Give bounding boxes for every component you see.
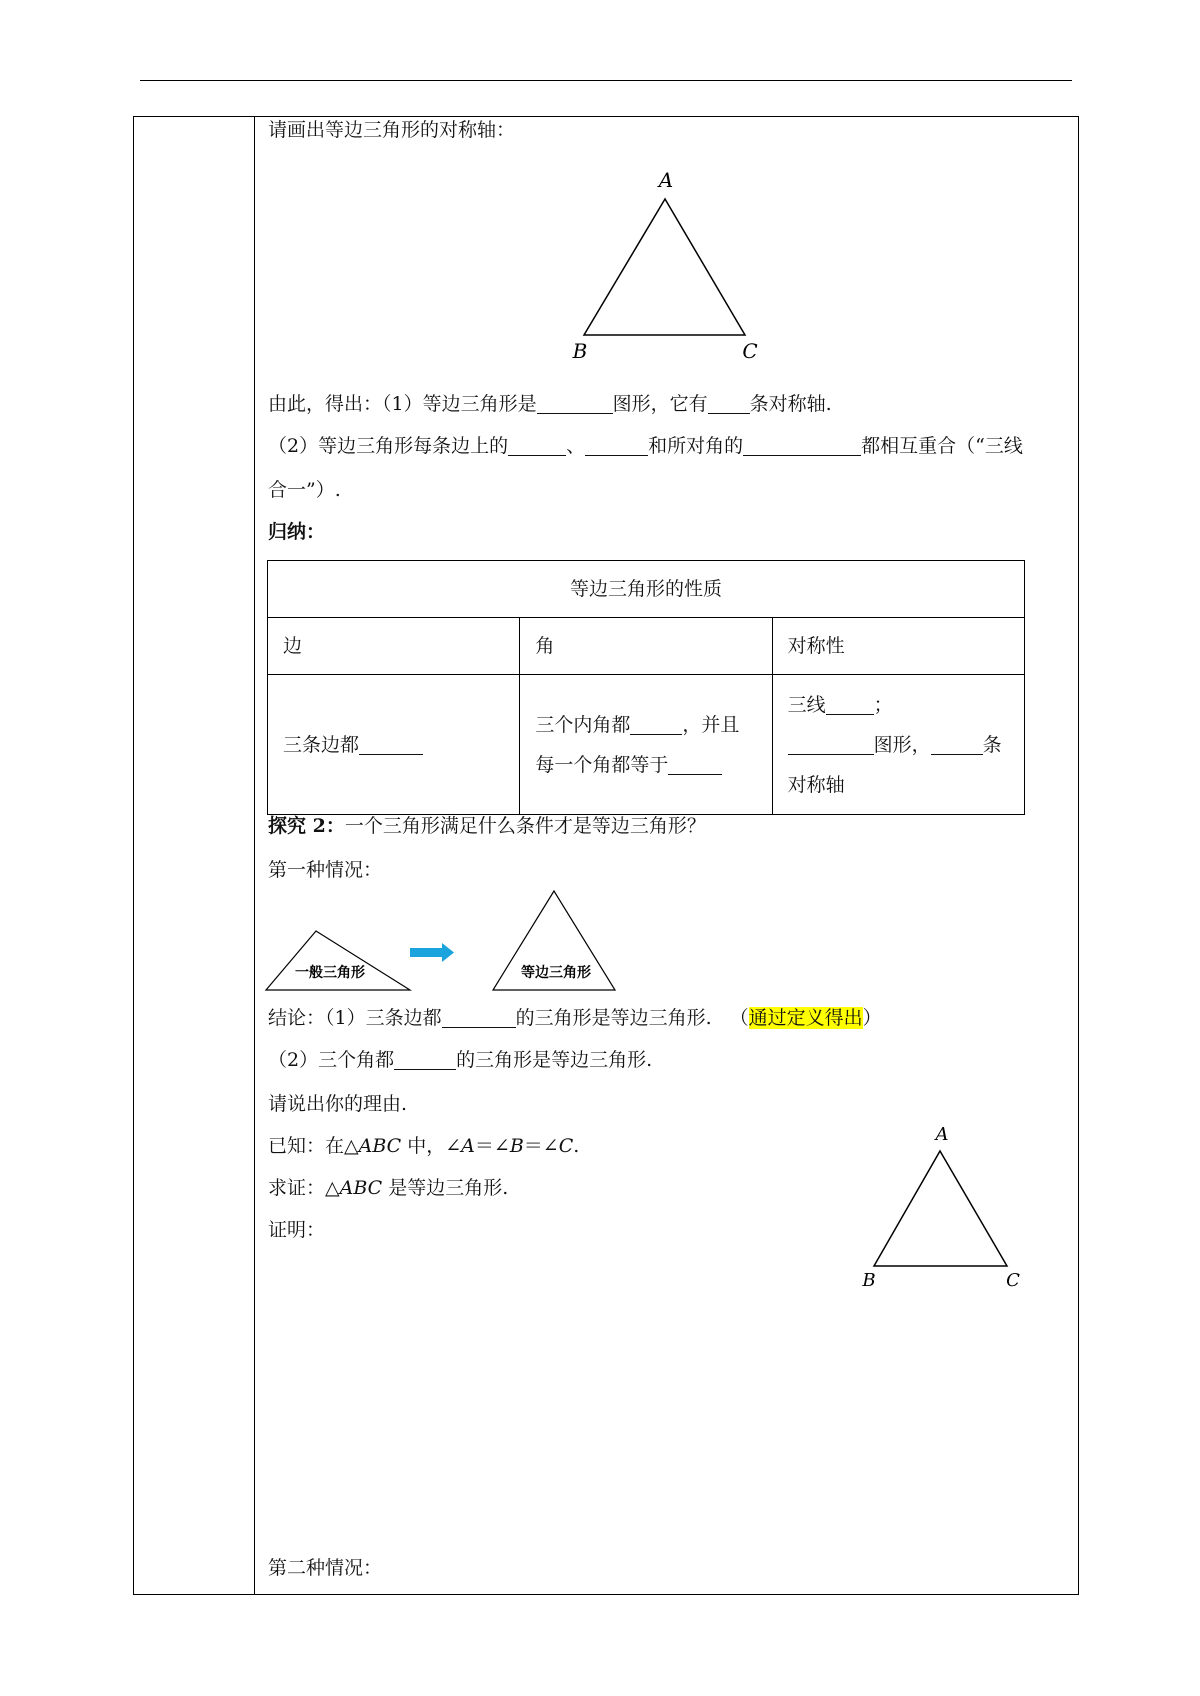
prompt-axis: 请画出等边三角形的对称轴： (268, 119, 516, 141)
table-column-divider (254, 116, 255, 1595)
general-triangle-label: 一般三角形 (295, 965, 365, 981)
cell-sym-4: 条 (982, 733, 1002, 756)
header-symmetry: 对称性 (772, 618, 1024, 675)
result2-line (268, 1046, 652, 1074)
conclusion2-part2: 和所对角的 (648, 435, 744, 457)
result1-part2: 的三角形是等边三角形. (515, 1007, 712, 1029)
blank-angle-2[interactable] (668, 754, 722, 775)
result1-line (268, 1004, 882, 1032)
cell-angle-1: 三个内角都 (535, 713, 631, 736)
vertex-label-c: C (742, 339, 758, 363)
cell-sym-1: 三线 (787, 693, 826, 716)
equilateral-triangle-figure (560, 160, 760, 365)
case1-diagram (262, 888, 622, 998)
result1-part1: 结论：（1）三条边都 (268, 1007, 442, 1029)
cell-angle-3: 每一个角都等于 (535, 753, 669, 776)
given-a: A (461, 1135, 475, 1157)
prove-prefix: 求证：△ (268, 1177, 340, 1199)
explore2-text: 一个三角形满足什么条件才是等边三角形？ (344, 815, 706, 837)
triangle-shape (584, 199, 745, 335)
proof-vertex-label-c: C (1006, 1270, 1020, 1291)
explore2-label: 探究 2： (268, 815, 345, 837)
conclusion1-part2: 图形，它有 (612, 393, 708, 415)
cell-side (268, 675, 520, 815)
blank-angle-1[interactable] (630, 714, 682, 735)
conclusion2-part1: （2）等边三角形每条边上的 (268, 435, 509, 457)
highlight-by-definition: 通过定义得出 (748, 1007, 863, 1029)
properties-table (267, 560, 1025, 815)
conclusion-line-1 (268, 390, 832, 418)
equilateral-triangle-label: 等边三角形 (521, 965, 591, 981)
prove-line (268, 1174, 508, 1202)
blank-figure-type[interactable] (537, 393, 613, 414)
given-line (268, 1132, 579, 1160)
cell-side-text: 三条边都 (283, 733, 360, 756)
prove-abc: ABC (339, 1177, 383, 1199)
vertex-label-b: B (572, 339, 588, 363)
summary-label: 归纳： (268, 521, 326, 543)
result2-part2: 的三角形是等边三角形. (456, 1049, 653, 1071)
result1-paren-open: （ (729, 1007, 749, 1029)
given-mid: 中，∠ (401, 1135, 462, 1157)
given-c: C (558, 1135, 574, 1157)
case1-label: 第一种情况： (268, 859, 383, 881)
given-end: . (573, 1135, 580, 1157)
cell-sym-5: 对称轴 (787, 773, 845, 796)
cell-symmetry (772, 675, 1024, 815)
reason-line: 请说出你的理由. (268, 1093, 408, 1115)
blank-line-1[interactable] (508, 435, 566, 456)
header-side: 边 (268, 618, 520, 675)
blank-angles-equal[interactable] (394, 1049, 456, 1070)
blank-axis-count[interactable] (708, 393, 750, 414)
prove-suffix: 是等边三角形. (382, 1177, 509, 1199)
proof-triangle-shape (874, 1151, 1007, 1266)
given-abc: ABC (358, 1135, 402, 1157)
given-eq2: ＝∠ (523, 1135, 559, 1157)
arrow-right-icon (410, 943, 454, 962)
conclusion1-part1: 由此，得出：（1）等边三角形是 (268, 393, 537, 415)
blank-angle-bisector[interactable] (743, 435, 861, 456)
header-rule (140, 80, 1072, 81)
blank-line-2[interactable] (585, 435, 648, 456)
general-triangle-shape (266, 931, 410, 990)
vertex-label-a: A (658, 168, 674, 192)
proof-vertex-label-b: B (862, 1270, 876, 1291)
proof-vertex-label-a: A (935, 1124, 949, 1145)
blank-sym-3[interactable] (931, 734, 983, 755)
proof-triangle-figure (858, 1122, 1038, 1292)
cell-sym-2: ； (873, 693, 893, 716)
cell-angle-2: ，并且 (682, 713, 740, 736)
given-eq1: ＝∠ (474, 1135, 510, 1157)
cell-sym-3: 图形， (873, 733, 931, 756)
cell-angle (520, 675, 772, 815)
case2-label: 第二种情况： (268, 1557, 383, 1579)
conclusion1-part3: 条对称轴. (749, 393, 832, 415)
table-title: 等边三角形的性质 (268, 561, 1025, 618)
result2-part1: （2）三个角都 (268, 1049, 395, 1071)
given-b: B (509, 1135, 524, 1157)
blank-side[interactable] (359, 734, 423, 755)
explore2-line (268, 812, 706, 840)
conclusion-line-2 (268, 432, 1023, 460)
conclusion2-part3: 都相互重合（“三线 (861, 435, 1023, 457)
conclusion2-part4: 合一”）. (268, 479, 341, 501)
proof-label: 证明： (268, 1219, 326, 1241)
blank-sym-1[interactable] (826, 694, 874, 715)
blank-sym-2[interactable] (788, 734, 874, 755)
conclusion2-sep: 、 (566, 435, 586, 457)
result1-paren-close: ） (862, 1007, 882, 1029)
header-angle: 角 (520, 618, 772, 675)
blank-sides-equal[interactable] (442, 1007, 516, 1028)
given-prefix: 已知：在△ (268, 1135, 359, 1157)
